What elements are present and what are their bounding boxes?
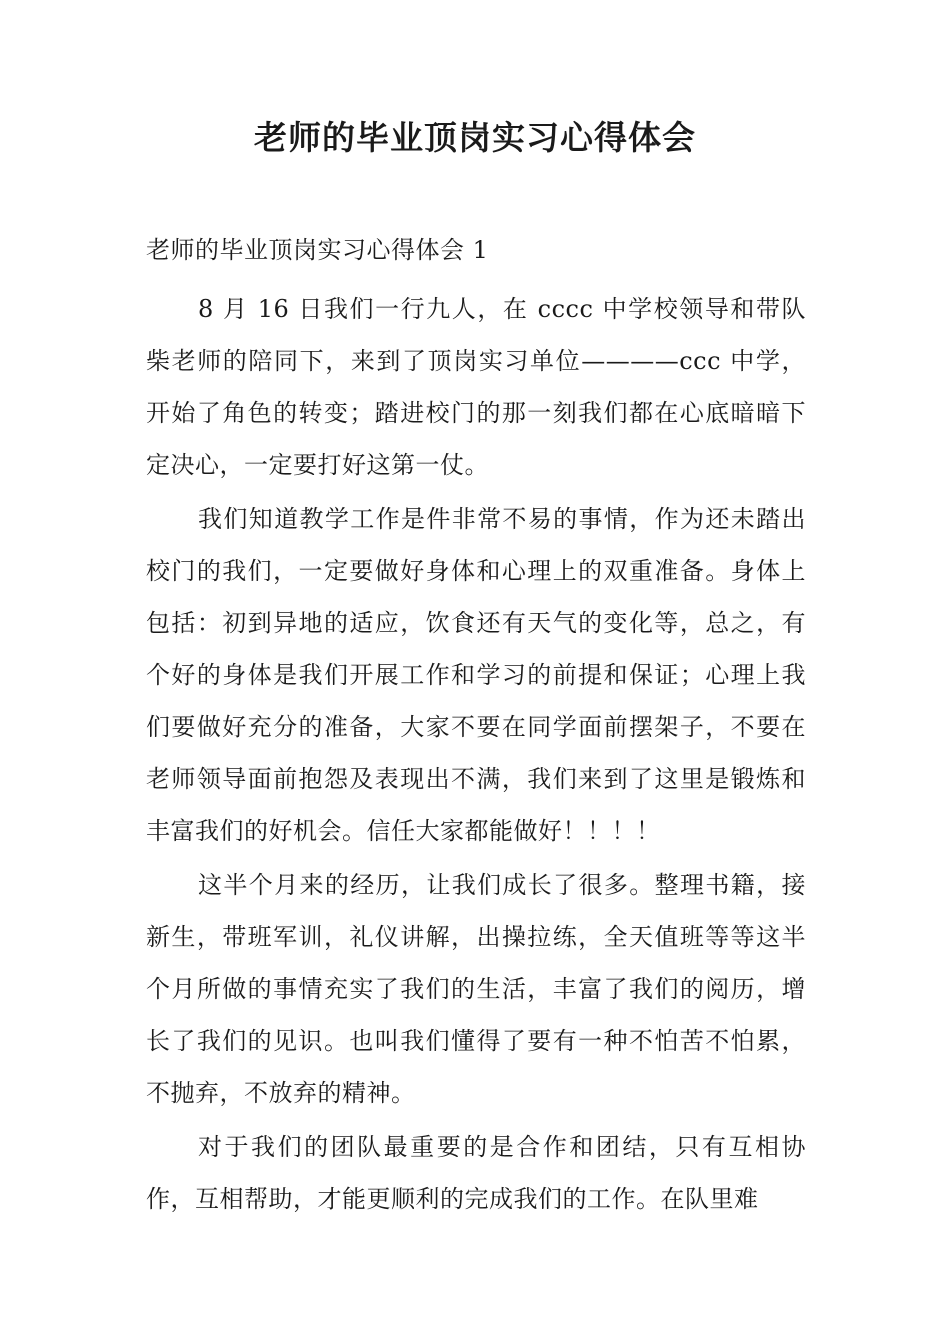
document-title: 老师的毕业顶岗实习心得体会 xyxy=(254,118,696,157)
document-body xyxy=(146,230,806,1225)
paragraph-3: 这半个月来的经历，让我们成长了很多。整理书籍，接新生，带班军训，礼仪讲解，出操拉练，全天值班等等这半个月所做的事情充实了我们的生活，丰富了我们的阅历，增长了我们的见识。也叫我们懂得了要有一种不怕苦不怕累，不抛弃，不放弃的精神。 xyxy=(146,871,806,1107)
paragraph-1: 8 月 16 日我们一行九人，在 cccc 中学校领导和带队柴老师的陪同下，来到了顶岗实习单位————ccc 中学，开始了角色的转变；踏进校门的那一刻我们都在心底暗暗下定决心，一定要打好这第一仗。 xyxy=(146,295,806,479)
paragraph-2: 我们知道教学工作是件非常不易的事情，作为还未踏出校门的我们，一定要做好身体和心理上的双重准备。身体上包括：初到异地的适应，饮食还有天气的变化等，总之，有个好的身体是我们开展工作和学习的前提和保证；心理上我们要做好充分的准备，大家不要在同学面前摆架子，不要在老师领导面前抱怨及表现出不满，我们来到了这里是锻炼和丰富我们的好机会。信任大家都能做好！！！！ xyxy=(146,505,806,845)
paragraph-4: 对于我们的团队最重要的是合作和团结，只有互相协作，互相帮助，才能更顺利的完成我们的工作。在队里难 xyxy=(146,1133,806,1213)
section-heading: 老师的毕业顶岗实习心得体会 1 xyxy=(146,236,489,264)
